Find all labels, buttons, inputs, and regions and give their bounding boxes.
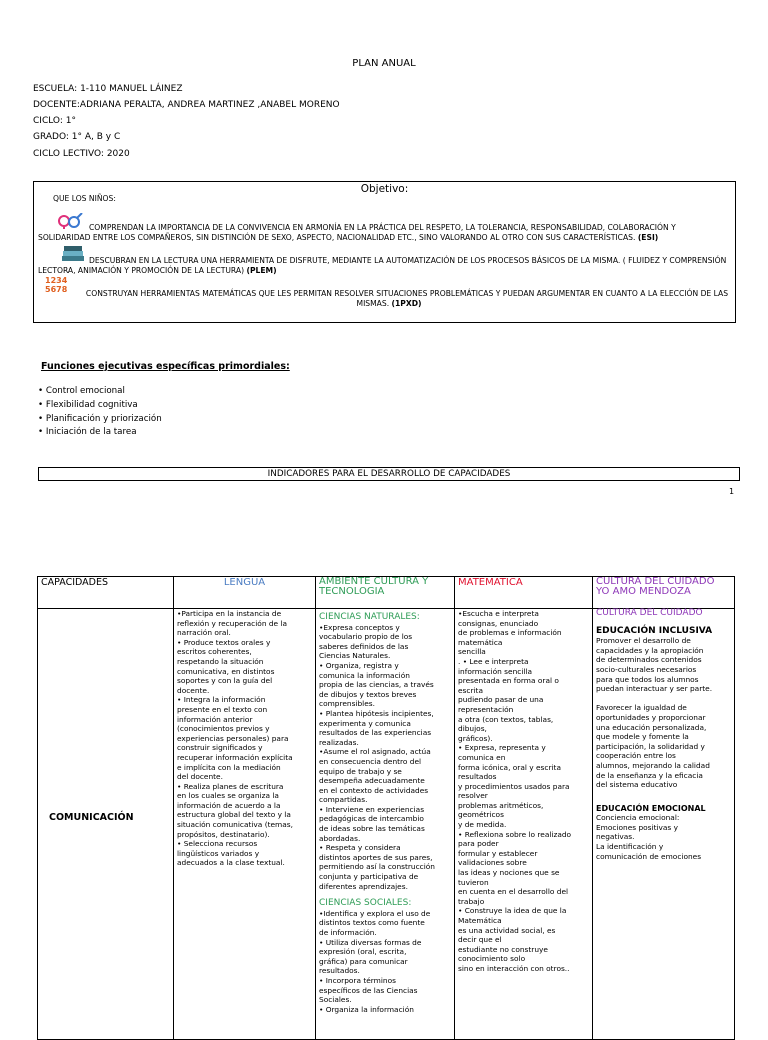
list-item: • Flexibilidad cognitiva — [38, 399, 138, 410]
executive-functions-list — [38, 385, 162, 440]
objective-item-plem — [38, 256, 730, 275]
school-year-line: CICLO LECTIVO: 2020 — [33, 149, 130, 159]
table-row — [38, 609, 735, 1040]
header-capacidades: CAPACIDADES — [38, 577, 174, 609]
list-item: • Iniciación de la tarea — [38, 427, 137, 438]
emocional-text: Conciencia emocional: Emociones positivas y negativas. La identificación y comunicación de emociones — [596, 813, 702, 861]
row-label-cell — [38, 609, 174, 1040]
1pxd-tag: (1PXD) — [391, 298, 422, 308]
header-cultura-cuidado: CULTURA DEL CUIDADO YO AMO MENDOZA — [593, 577, 735, 609]
inclusiva-text: Promover el desarrollo de capacidades y la apropiación de determinados contenidos socio-culturales necesarios para que todos los alumnos puedan interactuar y ser parte. Favorecer la igualdad de oportunidades y proporcionar una educación personalizada, que modele y fomente la participación, la solidaridad y cooperación entre los alumnos, mejorando la calidad de la enseñanza y la eficacia del sistema educativo — [596, 636, 713, 790]
cuidado-title: CULTURA DEL CUIDADO — [596, 608, 703, 618]
cultura-cuidado-cell — [593, 609, 735, 1040]
page-title: PLAN ANUAL — [352, 58, 416, 69]
sociales-title: CIENCIAS SOCIALES: — [319, 898, 412, 909]
objective-item-plem-text: DESCUBRAN EN LA LECTURA UNA HERRAMIENTA DE DISFRUTE, MEDIANTE LA AUTOMATIZACIÓN DE LOS PROCESOS BÁSICOS DE LA MISMA. ( FLUIDEZ Y COMPRENSIÓN LECTORA, ANIMACIÓN Y PROMOCIÓN DE LA LECTURA) — [38, 256, 727, 275]
page-number: 1 — [729, 487, 735, 496]
executive-functions-title: Funciones ejecutivas específicas primordiales: — [41, 361, 290, 372]
plem-tag: (PLEM) — [246, 265, 277, 275]
school-line: ESCUELA: 1-110 MANUEL LÁINEZ — [33, 84, 183, 94]
objective-item-1pxd — [38, 289, 740, 308]
esi-tag: (ESI) — [637, 232, 659, 242]
indicators-title: INDICADORES PARA EL DESARROLLO DE CAPACIDADES — [38, 467, 740, 481]
list-item: • Planificación y priorización — [38, 413, 162, 424]
objective-box — [33, 181, 736, 323]
ambiente-cell — [316, 609, 455, 1040]
cycle-line: CICLO: 1° — [33, 116, 76, 126]
teachers-line: DOCENTE:ADRIANA PERALTA, ANDREA MARTINEZ ,ANABEL MORENO — [33, 100, 340, 110]
objective-item-esi-text: COMPRENDAN LA IMPORTANCIA DE LA CONVIVENCIA EN ARMONÍA EN LA PRÁCTICA DEL RESPETO, LA TOLERANCIA, RESPONSABILIDAD, COLABORACIÓN Y SOLIDARIDAD ENTRE LOS COMPAÑEROS, SIN DISTINCIÓN DE SEXO, ASPECTO, NACIONALIDAD ETC., SINO VALORANDO AL OTRO CON SUS CARACTERÍSTICAS. — [38, 223, 676, 242]
list-item: • Control emocional — [38, 386, 125, 396]
header-lengua: LENGUA — [174, 577, 316, 609]
table-header-row — [38, 577, 735, 609]
header-ambiente: AMBIENTE CULTURA Y TECNOLOGIA — [316, 577, 455, 609]
emocional-title: EDUCACIÓN EMOCIONAL — [596, 803, 706, 813]
inclusiva-title: EDUCACIÓN INCLUSIVA — [596, 625, 713, 636]
grade-line: GRADO: 1° A, B y C — [33, 132, 121, 142]
objective-item-1pxd-text: CONSTRUYAN HERRAMIENTAS MATEMÁTICAS QUE LES PERMITAN RESOLVER SITUACIONES PROBLEMÁTICAS Y PUEDAN ARGUMENTAR EN CUANTO A LA ELECCIÓN DE LAS MISMAS. — [85, 289, 729, 308]
capacities-table — [37, 576, 735, 1040]
numbers-icon: 1234 5678 — [45, 276, 68, 294]
header-matematica: MATEMATICA — [455, 577, 593, 609]
naturales-text: •Expresa conceptos y vocabulario propio de los saberes definidos de las Ciencias Naturales. • Organiza, registra y comunica la información propia de las ciencias, a través de dibujos y textos breves comprensibles. • Plantea hipótesis incipientes, experimenta y comunica resultados de las experiencias realizadas. •Asume el rol asignado, actúa en consecuencia dentro del equipo de trabajo y se desempeña adecuadamente en el contexto de actividades compartidas. • Interviene en experiencias pedagógicas de intercambio de ideas sobre las temáticas abordadas. • Respeta y considera distintos aportes de sus pares, permitiendo así la construcción conjunta y participativa de diferentes aprendizajes. — [319, 622, 435, 891]
objective-item-esi — [38, 223, 730, 242]
objective-intro: QUE LOS NIÑOS: — [53, 194, 116, 203]
lengua-cell: •Participa en la instancia de reflexión y recuperación de la narración oral. • Produce textos orales y escritos coherentes, respetando la situación comunicativa, en distintos soportes y con la guía del docente. • Integra la información presente en el texto con información anterior (conocimientos previos y experiencias personales) para construir significados y recuperar información explícita e implícita con la mediación del docente. • Realiza planes de escritura en los cuales se organiza la información de acuerdo a la estructura global del texto y la situación comunicativa (temas, propósitos, destinatario). • Selecciona recursos lingüísticos variados y adecuados a la clase textual. — [174, 609, 316, 1040]
objective-title: Objetivo: — [360, 183, 409, 195]
sociales-text: •Identifica y explora el uso de distintos textos como fuente de información. • Utiliza diversas formas de expresión (oral, escrita, gráfica) para comunicar resultados. • Incorpora términos específicos de las Ciencias Sociales. • Organiza la información — [319, 908, 431, 1014]
naturales-title: CIENCIAS NATURALES: — [319, 612, 420, 622]
matematica-cell: •Escucha e interpreta consignas, enunciado de problemas e información matemática sencilla . • Lee e interpreta información sencilla presentada en forma oral o escrita pudiendo pasar de una representación a otra (con textos, tablas, dibujos, gráficos). • Expresa, representa y comunica en forma icónica, oral y escrita resultados y procedimientos usados para resolver problemas aritméticos, geométricos y de medida. • Reflexiona sobre lo realizado para poder formular y establecer validaciones sobre las ideas y nociones que se tuvieron en cuenta en el desarrollo del trabajo • Construye la idea de que la Matemática es una actividad social, es decir que el estudiante no construye conocimiento solo sino en interacción con otros.. — [455, 609, 593, 1040]
row-label-comunicacion: COMUNICACIÓN — [49, 812, 134, 823]
